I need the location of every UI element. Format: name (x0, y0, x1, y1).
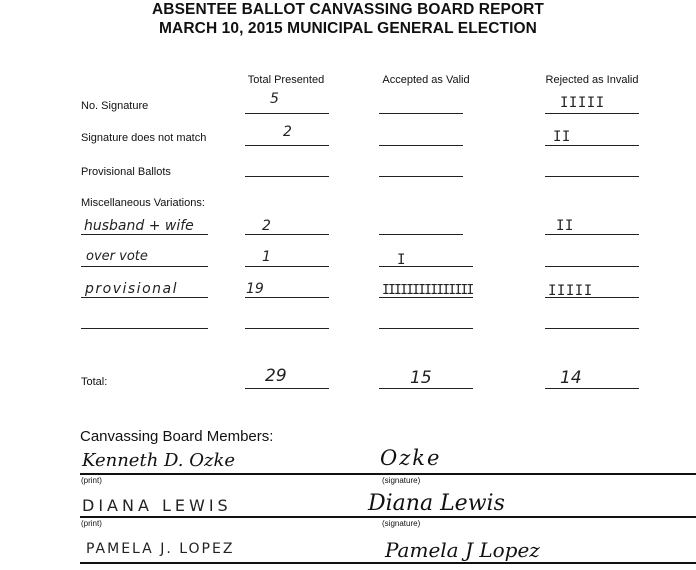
signature-mismatch-rejected-line (545, 145, 639, 146)
totals-total-line (245, 388, 329, 389)
totals-accepted: 15 (410, 368, 432, 388)
totals-label: Total: (81, 376, 108, 388)
provisional-accepted-line (379, 297, 473, 298)
totals-rejected-line (545, 388, 639, 389)
board-member-2-signature-caption: (signature) (382, 519, 421, 528)
no-signature-rejected-line (545, 113, 639, 114)
provisional-ballots-rejected-line (545, 176, 639, 177)
no-signature-total-line (245, 113, 329, 114)
blank-row-accepted-line (379, 328, 473, 329)
signature-mismatch-rejected: II (553, 129, 571, 145)
board-member-1-print-caption: (print) (81, 476, 102, 485)
signature-mismatch-accepted-line (379, 145, 463, 146)
row-label-over-vote: over vote (86, 249, 148, 264)
board-member-1-signature: Ozke (380, 446, 442, 470)
over-vote-accepted: I (397, 252, 406, 268)
no-signature-total: 5 (270, 91, 279, 107)
husband-wife-rejected-line (545, 234, 639, 235)
provisional-ballots-accepted-line (379, 176, 463, 177)
board-member-2-print-caption: (print) (81, 519, 102, 528)
board-member-2-signature: Diana Lewis (368, 491, 505, 516)
provisional-label-line (81, 297, 208, 298)
board-member-3-line (80, 562, 696, 564)
board-member-3-print: PAMELA J. LOPEZ (86, 541, 235, 557)
provisional-accepted: IIIIIIIIIIIIIII (382, 283, 473, 298)
no-signature-rejected: IIIII (560, 95, 605, 111)
board-member-2-line (80, 516, 696, 518)
blank-row-label-line (81, 328, 208, 329)
over-vote-total-line (245, 266, 329, 267)
row-label-provisional-ballots: Provisional Ballots (81, 166, 171, 178)
report-title-line-2: MARCH 10, 2015 MUNICIPAL GENERAL ELECTION (159, 20, 537, 37)
board-member-3-signature: Pamela J Lopez (385, 538, 540, 562)
board-member-2-print: DIANA LEWIS (82, 496, 232, 515)
report-title-line-1: ABSENTEE BALLOT CANVASSING BOARD REPORT (152, 1, 544, 18)
provisional-ballots-total-line (245, 176, 329, 177)
board-member-1-print: Kenneth D. Ozke (82, 450, 236, 471)
over-vote-label-line (81, 266, 208, 267)
board-member-1-signature-caption: (signature) (382, 476, 421, 485)
husband-wife-label-line (81, 234, 208, 235)
row-label-no-signature: No. Signature (81, 100, 149, 112)
column-header-accepted: Accepted as Valid (382, 74, 470, 86)
over-vote-rejected-line (545, 266, 639, 267)
no-signature-accepted-line (379, 113, 463, 114)
provisional-total: 19 (246, 281, 264, 297)
blank-row-rejected-line (545, 328, 639, 329)
husband-wife-total: 2 (262, 218, 271, 234)
over-vote-accepted-line (379, 266, 473, 267)
blank-row-total-line (245, 328, 329, 329)
signature-mismatch-total: 2 (283, 124, 292, 140)
provisional-rejected-line (545, 297, 639, 298)
row-label-signature-mismatch: Signature does not match (81, 132, 207, 144)
row-label-husband-wife: husband + wife (84, 218, 194, 234)
totals-accepted-line (379, 388, 473, 389)
misc-variations-heading: Miscellaneous Variations: (81, 197, 205, 209)
totals-rejected: 14 (560, 368, 582, 388)
husband-wife-rejected: II (556, 218, 574, 234)
signature-mismatch-total-line (245, 145, 329, 146)
provisional-total-line (245, 297, 329, 298)
totals-total: 29 (265, 366, 287, 386)
column-header-total: Total Presented (247, 74, 325, 86)
over-vote-total: 1 (262, 249, 271, 265)
row-label-provisional: provisional (85, 281, 178, 297)
board-members-heading: Canvassing Board Members: (80, 428, 274, 445)
husband-wife-accepted-line (379, 234, 463, 235)
husband-wife-total-line (245, 234, 329, 235)
board-member-1-line (80, 473, 696, 475)
column-header-rejected: Rejected as Invalid (545, 74, 639, 86)
provisional-rejected: IIIII (548, 283, 593, 299)
